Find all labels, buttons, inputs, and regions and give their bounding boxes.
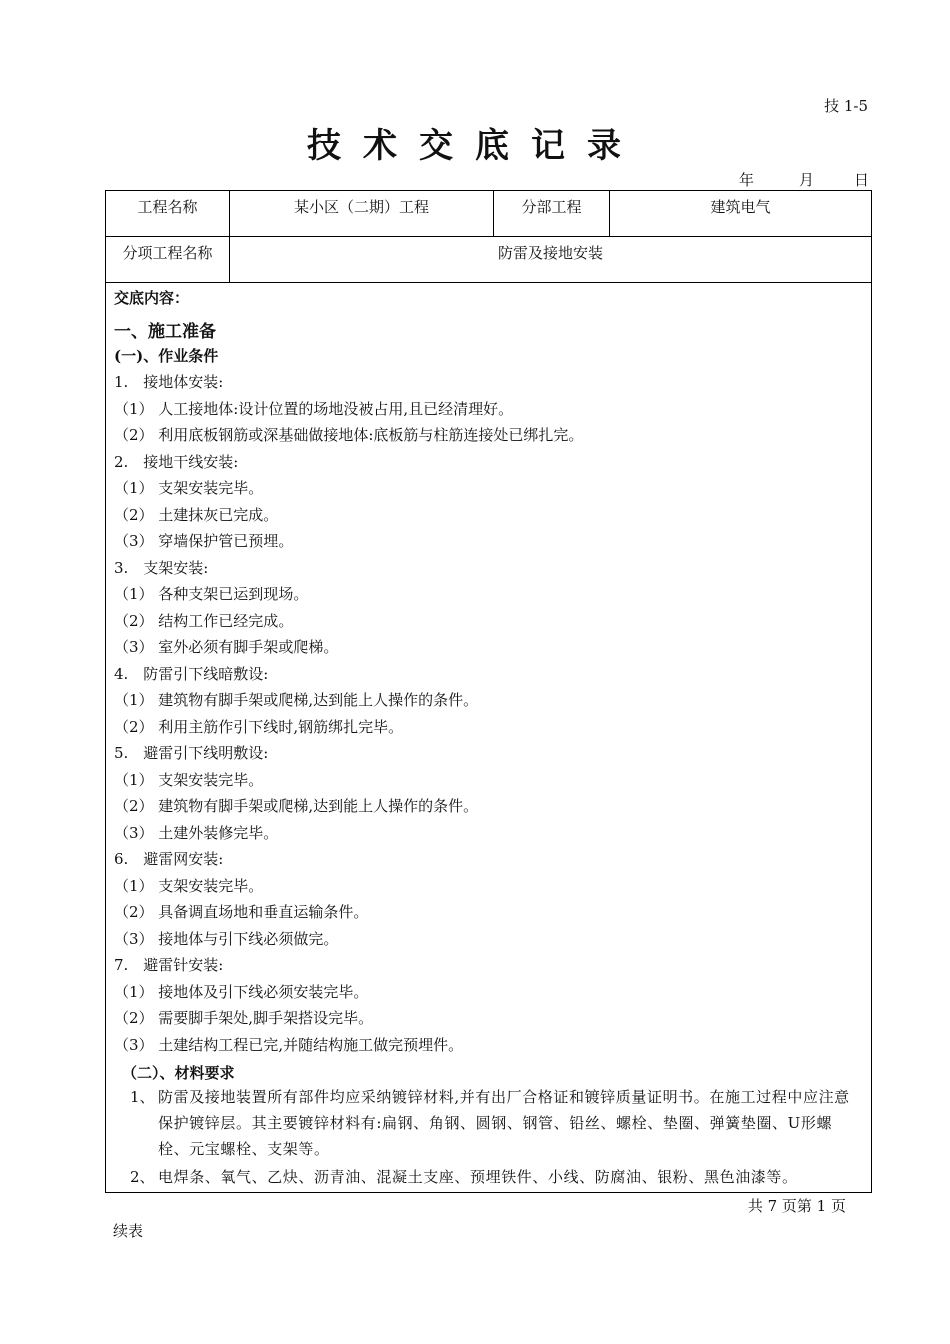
page-counter: 共 7 页第 1 页	[747, 1197, 846, 1215]
content-label: 交底内容：	[114, 289, 190, 307]
condition-line: 5. 避雷引下线明敷设:	[114, 744, 269, 762]
material-item-number: 1、	[130, 1088, 155, 1106]
condition-line: （3） 穿墙保护管已预埋。	[114, 532, 294, 550]
material-item-text: 防雷及接地装置所有部件均应采纳镀锌材料,并有出厂合格证和镀锌质量证明书。在施工过程中应注意保护镀锌层。其主要镀锌材料有:扁钢、角钢、圆钢、钢管、铅丝、螺栓、垫圈、弹簧垫圈、U形螺栓、元宝螺栓、支架等。	[158, 1088, 850, 1158]
date-day: 日	[854, 171, 870, 189]
continued-label: 续表	[113, 1222, 144, 1240]
condition-line: （2） 具备调直场地和垂直运输条件。	[114, 903, 369, 921]
condition-line: （2） 结构工作已经完成。	[114, 611, 294, 630]
condition-line: （2） 建筑物有脚手架或爬梯,达到能上人操作的条件。	[114, 797, 479, 815]
condition-line: （3） 接地体与引下线必须做完。	[114, 929, 339, 948]
condition-line: 2. 接地干线安装:	[114, 452, 239, 471]
condition-line: （3） 土建外装修完毕。	[114, 823, 279, 842]
condition-line: （1） 建筑物有脚手架或爬梯,达到能上人操作的条件。	[114, 691, 479, 709]
document-title: 技术交底记录	[307, 126, 643, 166]
subsection-heading-materials: （二）、材料要求	[122, 1064, 235, 1082]
condition-line: 6. 避雷网安装:	[114, 850, 224, 868]
material-item	[130, 1084, 862, 1162]
document-code: 技 1-5	[824, 97, 868, 115]
content-box	[105, 282, 872, 1193]
section-heading: 一、施工准备	[114, 322, 216, 342]
condition-line: （2） 利用主筋作引下线时,钢筋绑扎完毕。	[114, 717, 404, 736]
subitem-label: 分项工程名称	[106, 237, 230, 283]
condition-line: （2） 土建抹灰已完成。	[114, 505, 279, 524]
condition-line: 4. 防雷引下线暗敷设:	[114, 664, 269, 683]
material-item-text: 电焊条、氧气、乙炔、沥青油、混凝土支座、预埋铁件、小线、防腐油、银粉、黑色油漆等。	[158, 1168, 798, 1186]
material-item-number: 2、	[130, 1168, 155, 1186]
division-label: 分部工程	[494, 191, 610, 237]
condition-line: （3） 土建结构工程已完,并随结构施工做完预埋件。	[114, 1035, 464, 1054]
date-year: 年	[739, 171, 755, 189]
condition-line: 1. 接地体安装:	[114, 373, 224, 391]
condition-line: （1） 人工接地体:设计位置的场地没被占用,且已经清理好。	[114, 399, 514, 418]
condition-line: （3） 室外必须有脚手架或爬梯。	[114, 638, 339, 656]
condition-line: （1） 支架安装完毕。	[114, 479, 264, 497]
condition-line: （1） 各种支架已运到现场。	[114, 585, 309, 603]
condition-line: 3. 支架安装:	[114, 558, 209, 577]
division-value: 建筑电气	[610, 191, 872, 237]
project-name-label: 工程名称	[106, 191, 230, 237]
header-table	[105, 190, 872, 283]
subitem-value: 防雷及接地安装	[230, 237, 872, 283]
condition-line: （1） 支架安装完毕。	[114, 876, 264, 895]
condition-line: （2） 利用底板钢筋或深基础做接地体:底板筋与柱筋连接处已绑扎完。	[114, 426, 584, 444]
date-month: 月	[799, 171, 815, 189]
condition-line: （1） 支架安装完毕。	[114, 770, 264, 789]
condition-line: （1） 接地体及引下线必须安装完毕。	[114, 982, 369, 1001]
project-name-value: 某小区（二期）工程	[230, 191, 494, 237]
material-item	[130, 1164, 862, 1190]
condition-line: （2） 需要脚手架处,脚手架搭设完毕。	[114, 1009, 374, 1027]
condition-line: 7. 避雷针安装:	[114, 956, 224, 974]
date-line	[739, 169, 868, 190]
subsection-heading: (一)、作业条件	[114, 347, 219, 365]
